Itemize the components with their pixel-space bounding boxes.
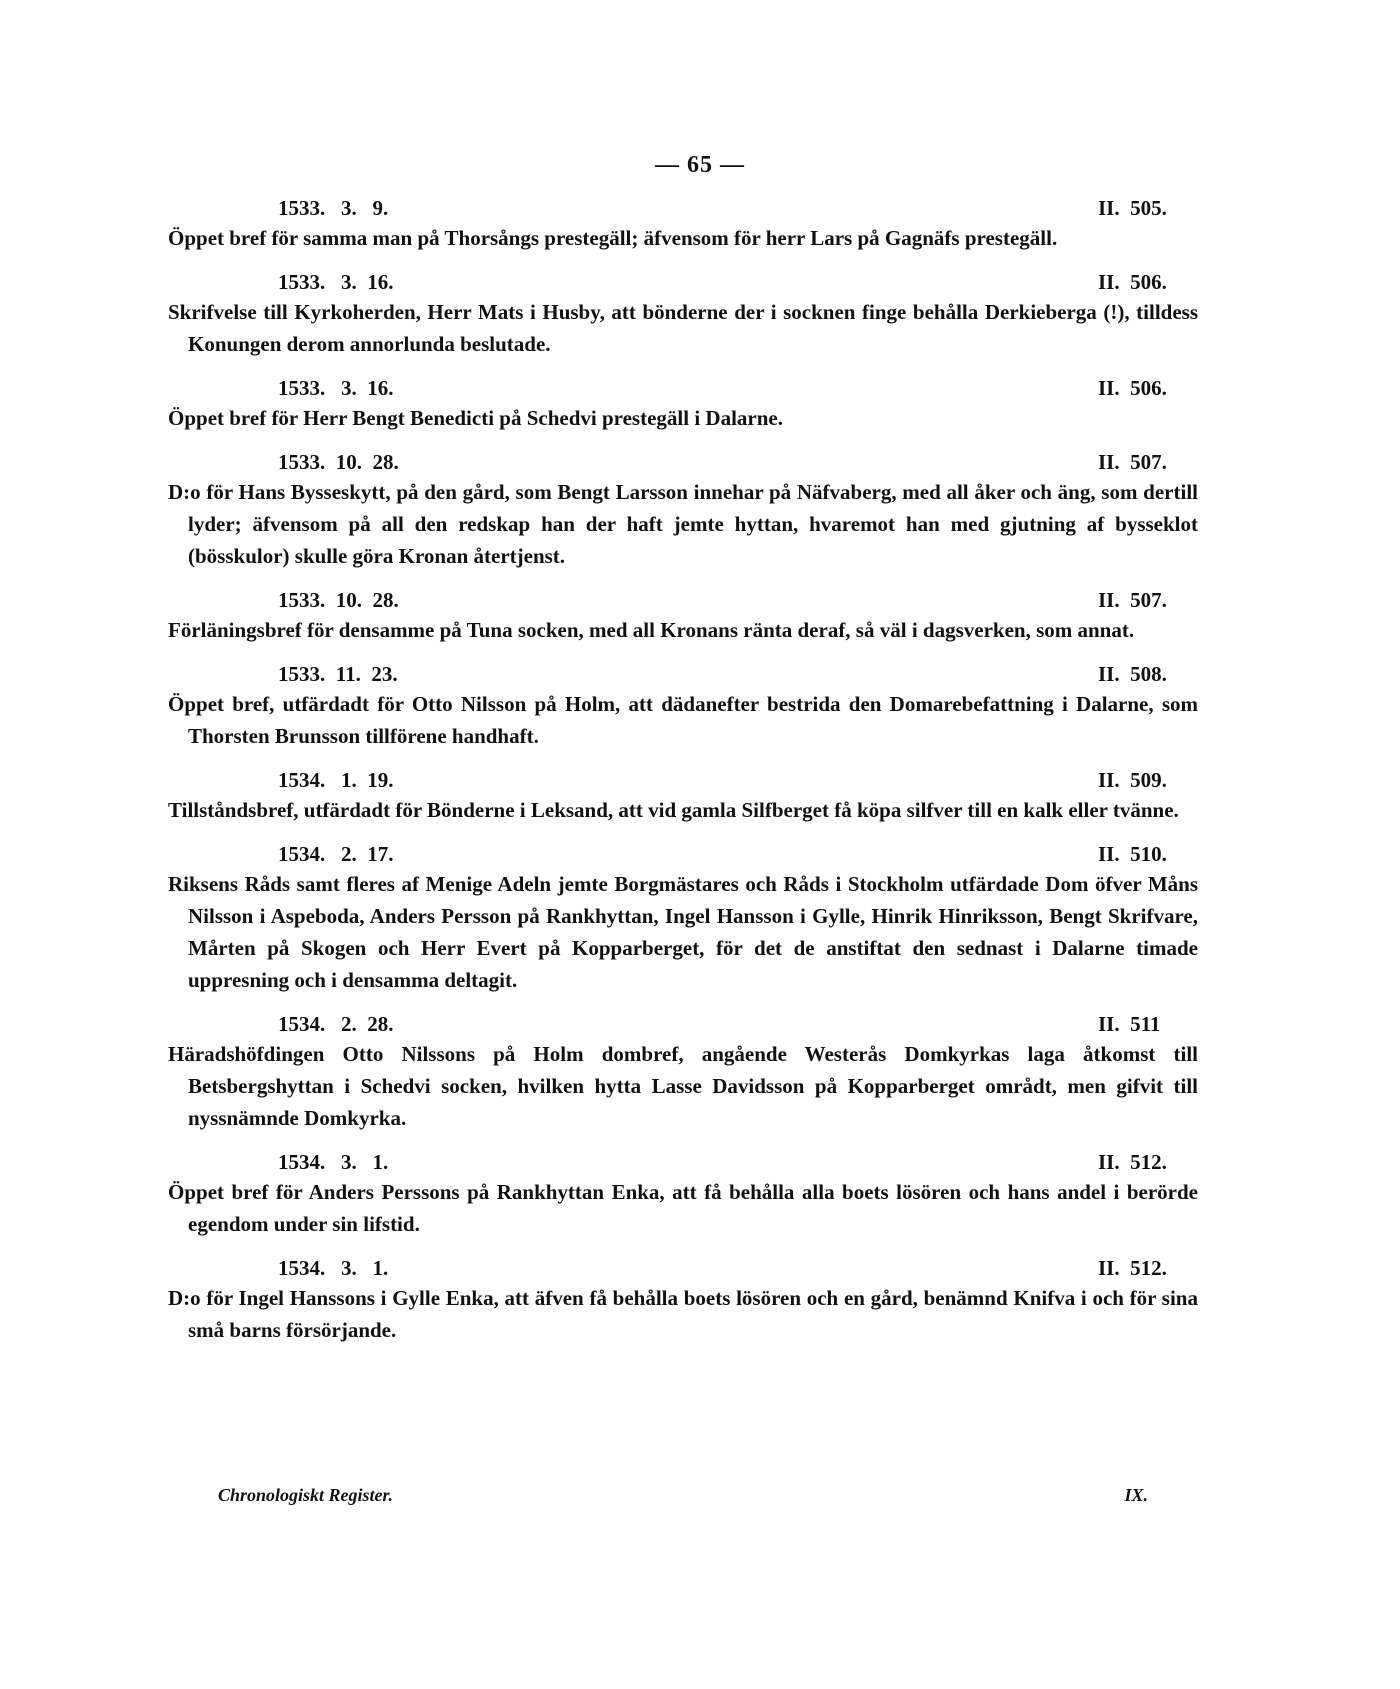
entry-text: Riksens Råds samt fleres af Menige Adeln jemte Borgmästares och Råds i Stockholm utfärdade Dom öfver Måns Nilsson i Aspeboda, Anders Persson på Rankhyttan, Ingel Hansson i Gylle, Hinrik Hinriksson, Bengt Skrifvare, Mårten på Skogen och Herr Evert på Kopparberget, för det de anstiftat den sednast i Dalarne timade uppresning och i densamma deltagit. [168, 872, 1198, 992]
entry-date: 1533. 10. 28. [278, 588, 399, 612]
entry-header [168, 374, 1198, 402]
entry-date: 1534. 3. 1. [278, 1150, 389, 1174]
entry-header [168, 194, 1198, 222]
entry-list [168, 194, 1198, 1360]
entry-header [168, 448, 1198, 476]
footer-title: Chronologiskt Register. [218, 1485, 394, 1505]
entry-text: D:o för Ingel Hanssons i Gylle Enka, att äfven få behålla boets lösören och en gård, benämnd Knifva i och för sina små barns försörjande. [168, 1286, 1198, 1342]
entry-header [168, 840, 1198, 868]
entry-text: Häradshöfdingen Otto Nilssons på Holm dombref, angående Westerås Domkyrkas laga åtkomst till Betsbergshyttan i Schedvi socken, hvilken hytta Lasse Davidsson på Kopparberget områdt, men gifvit till nyssnämnde Domkyrka. [168, 1042, 1198, 1130]
entry-text: D:o för Hans Bysseskytt, på den gård, som Bengt Larsson innehar på Näfvaberg, med all åker och äng, som dertill lyder; äfvensom på all den redskap han der haft jemte hyttan, hvaremot han med gjutning af bysseklot (bösskulor) skulle göra Kronan återtjenst. [168, 480, 1198, 568]
register-entry [168, 194, 1198, 254]
register-entry [168, 268, 1198, 360]
entry-date: 1533. 3. 16. [278, 376, 394, 400]
entry-text: Öppet bref för samma man på Thorsångs prestegäll; äfvensom för herr Lars på Gagnäfs prestegäll. [168, 226, 1058, 250]
register-entry [168, 1254, 1198, 1346]
page-number: — 65 — [655, 152, 745, 178]
entry-date: 1533. 11. 23. [278, 662, 398, 686]
entry-text: Skrifvelse till Kyrkoherden, Herr Mats i Husby, att bönderne der i socknen finge behålla Derkieberga (!), tilldess Konungen derom annorlunda beslutade. [168, 300, 1198, 356]
register-entry [168, 374, 1198, 434]
entry-reference: II. 512. [1098, 1256, 1167, 1280]
entry-reference: II. 511 [1098, 1012, 1161, 1036]
register-entry [168, 1010, 1198, 1134]
entry-text: Förläningsbref för densamme på Tuna socken, med all Kronans ränta deraf, så väl i dagsverken, som annat. [168, 618, 1135, 642]
register-entry [168, 448, 1198, 572]
register-entry [168, 586, 1198, 646]
entry-reference: II. 507. [1098, 588, 1167, 612]
entry-header [168, 660, 1198, 688]
entry-date: 1534. 2. 17. [278, 842, 394, 866]
entry-header [168, 1148, 1198, 1176]
entry-header [168, 766, 1198, 794]
register-entry [168, 1148, 1198, 1240]
entry-header [168, 586, 1198, 614]
entry-date: 1534. 2. 28. [278, 1012, 394, 1036]
entry-text: Öppet bref för Herr Bengt Benedicti på Schedvi prestegäll i Dalarne. [168, 406, 783, 430]
entry-header [168, 1010, 1198, 1038]
entry-reference: II. 509. [1098, 768, 1167, 792]
entry-date: 1533. 3. 16. [278, 270, 394, 294]
entry-reference: II. 506. [1098, 270, 1167, 294]
entry-date: 1534. 1. 19. [278, 768, 394, 792]
entry-text: Tillståndsbref, utfärdadt för Bönderne i Leksand, att vid gamla Silfberget få köpa silfver till en kalk eller tvänne. [168, 798, 1179, 822]
entry-reference: II. 507. [1098, 450, 1167, 474]
entry-date: 1534. 3. 1. [278, 1256, 389, 1280]
register-entry [168, 766, 1198, 826]
entry-text: Öppet bref för Anders Perssons på Rankhyttan Enka, att få behålla alla boets lösören och hans andel i berörde egendom under sin lifstid. [168, 1180, 1198, 1236]
entry-reference: II. 506. [1098, 376, 1167, 400]
entry-reference: II. 508. [1098, 662, 1167, 686]
footer-signature: IX. [1124, 1485, 1148, 1505]
register-entry [168, 660, 1198, 752]
entry-date: 1533. 10. 28. [278, 450, 399, 474]
register-entry [168, 840, 1198, 996]
entry-header [168, 1254, 1198, 1282]
entry-reference: II. 512. [1098, 1150, 1167, 1174]
entry-reference: II. 510. [1098, 842, 1167, 866]
page-footer [218, 1485, 1148, 1506]
entry-text: Öppet bref, utfärdadt för Otto Nilsson på Holm, att dädanefter bestrida den Domarebefattning i Dalarne, som Thorsten Brunsson tillförene handhaft. [168, 692, 1198, 748]
entry-reference: II. 505. [1098, 196, 1167, 220]
entry-header [168, 268, 1198, 296]
entry-date: 1533. 3. 9. [278, 196, 389, 220]
